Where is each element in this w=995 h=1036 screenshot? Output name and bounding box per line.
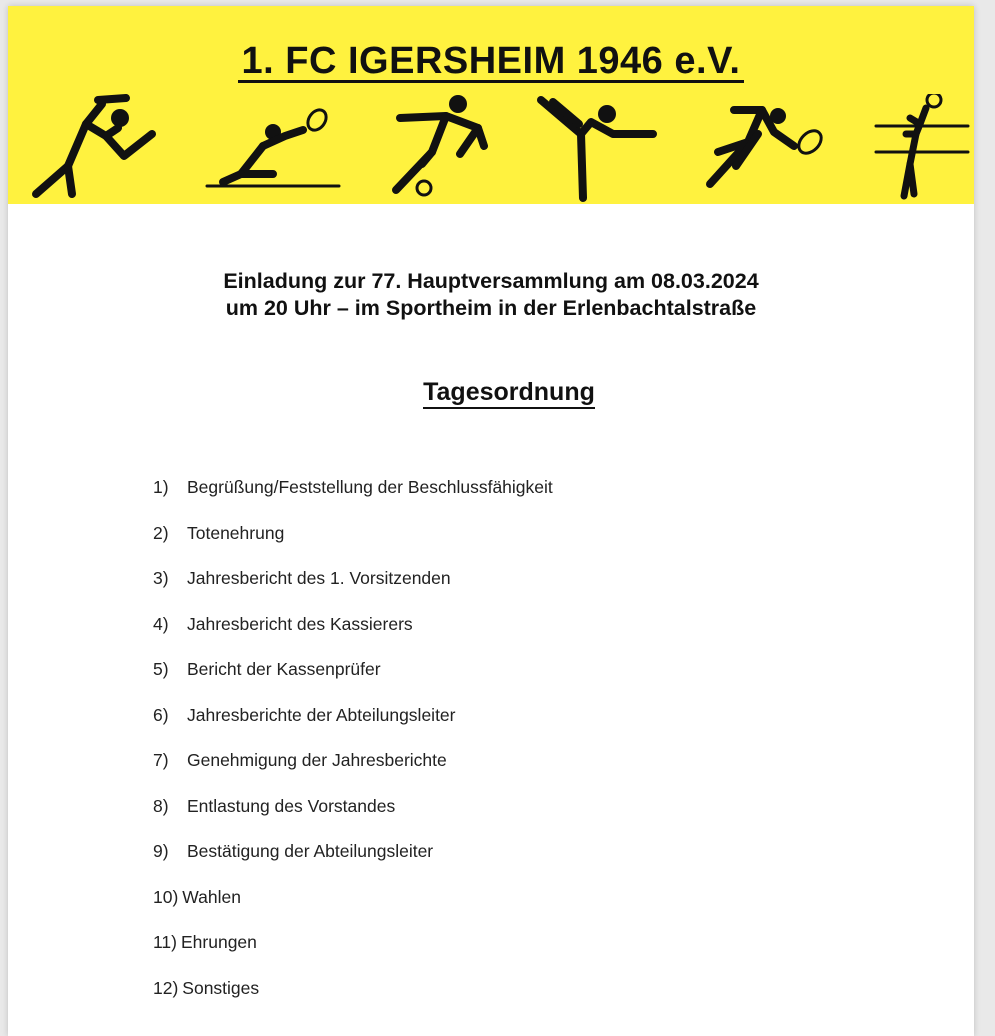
item-label: Ehrungen [181, 932, 257, 952]
item-number: 8) [153, 795, 169, 816]
invitation-line-2: um 20 Uhr – im Sportheim in der Erlenbachtalstraße [225, 296, 757, 320]
list-item [153, 886, 553, 932]
item-number: 2) [153, 522, 169, 543]
item-label: Bestätigung der Abteilungsleiter [187, 841, 434, 861]
running-icon [28, 94, 158, 204]
item-number: 12) [153, 977, 179, 998]
list-item [153, 567, 553, 613]
list-item [153, 522, 553, 568]
club-header [8, 6, 974, 204]
item-label: Jahresbericht des 1. Vorsitzenden [187, 568, 451, 588]
list-item [153, 931, 553, 977]
invitation-line-1: Einladung zur 77. Hauptversammlung am 08.03.2024 [223, 269, 759, 293]
agenda-title [8, 378, 974, 407]
item-number: 9) [153, 841, 169, 861]
list-item [153, 476, 553, 522]
football-icon [388, 94, 498, 204]
table-tennis-icon [203, 94, 343, 204]
list-item [153, 613, 553, 659]
list-item [153, 977, 553, 1023]
item-number: 1) [153, 477, 169, 497]
club-title [8, 40, 974, 83]
list-item [153, 658, 553, 704]
item-number: 3) [153, 568, 169, 588]
item-label: Bericht der Kassenprüfer [187, 659, 381, 679]
list-item [153, 749, 553, 795]
item-label: Wahlen [182, 886, 241, 907]
item-number: 7) [153, 750, 169, 770]
club-name: 1. FC IGERSHEIM 1946 e.V. [238, 42, 745, 83]
sport-pictograms [8, 94, 974, 204]
list-item [153, 795, 553, 841]
list-item [153, 704, 553, 750]
invitation-heading [8, 268, 974, 322]
item-label: Totenehrung [187, 522, 285, 543]
item-number: 4) [153, 613, 169, 634]
list-item [153, 840, 553, 886]
agenda-title-text: Tagesordnung [423, 378, 595, 409]
gymnastics-icon [533, 94, 663, 204]
tennis-icon [698, 94, 828, 204]
item-label: Genehmigung der Jahresberichte [187, 750, 447, 770]
volleyball-icon [870, 94, 974, 204]
item-number: 11) [153, 932, 177, 952]
document-page [8, 6, 974, 1036]
item-label: Jahresbericht des Kassierers [187, 613, 413, 634]
item-label: Entlastung des Vorstandes [187, 795, 396, 816]
item-number: 10) [153, 886, 179, 907]
item-label: Sonstiges [182, 977, 260, 998]
item-label: Begrüßung/Feststellung der Beschlussfähigkeit [187, 477, 553, 497]
item-label: Jahresberichte der Abteilungsleiter [187, 704, 456, 725]
agenda-list [153, 476, 553, 1022]
item-number: 5) [153, 659, 169, 679]
item-number: 6) [153, 704, 169, 725]
